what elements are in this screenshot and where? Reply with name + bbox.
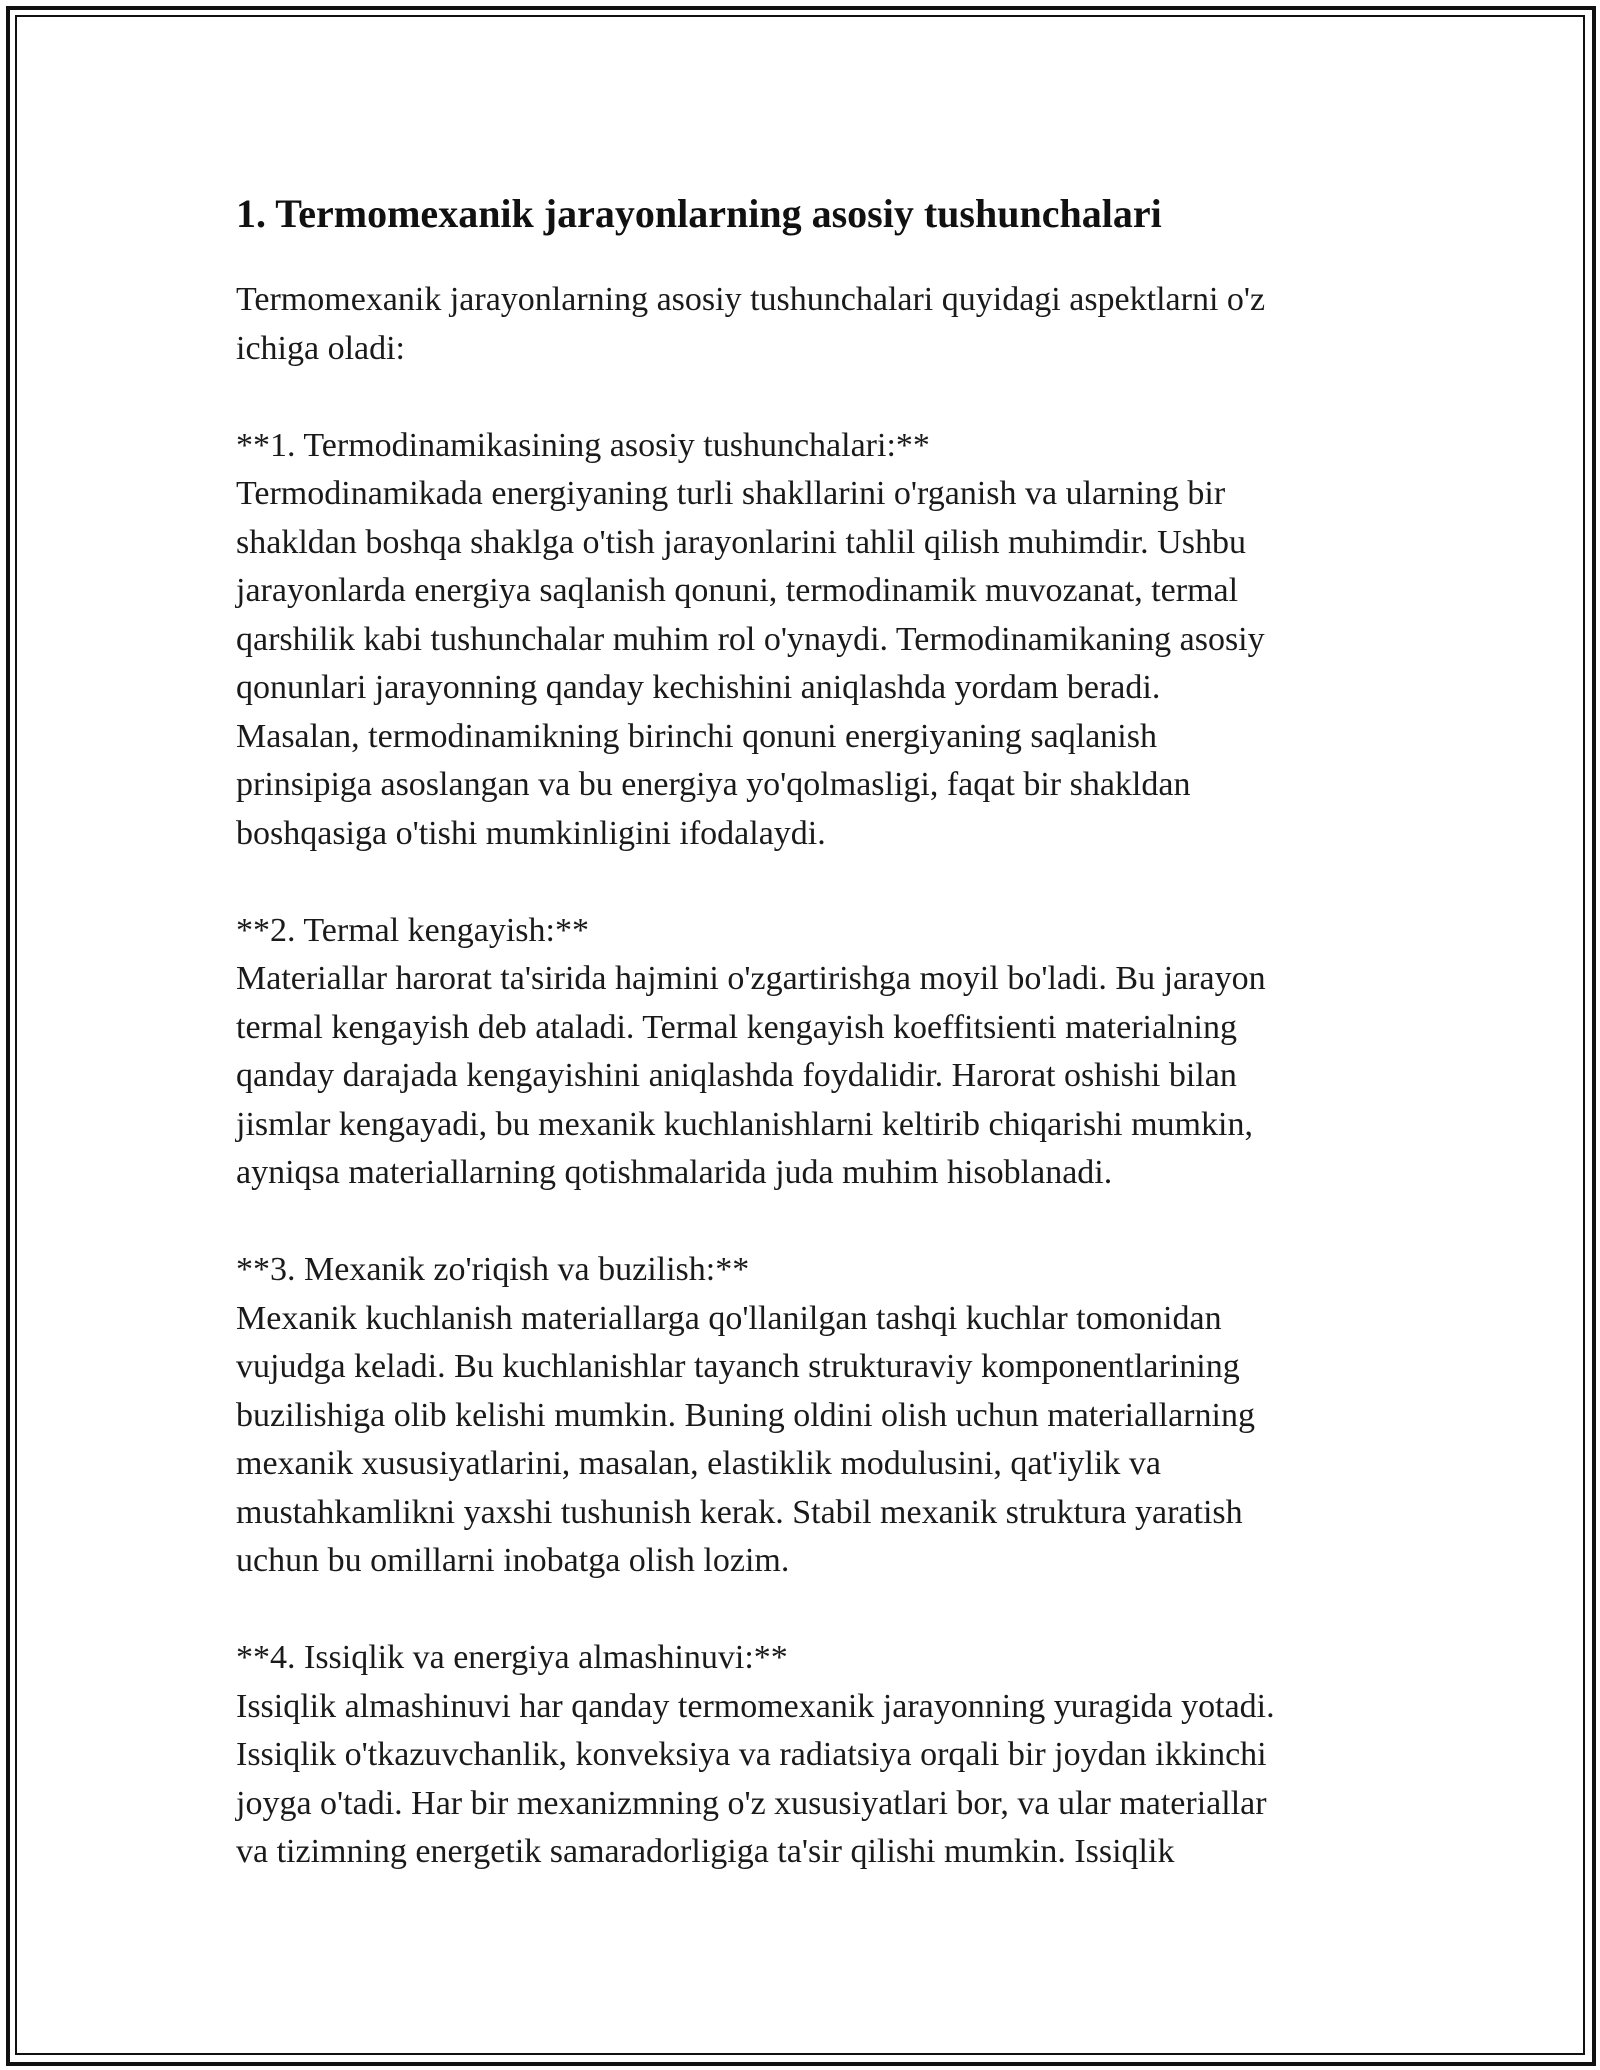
- section-2-heading: **2. Termal kengayish:**: [236, 911, 589, 949]
- paragraph-spacer: [236, 858, 1366, 907]
- section-1-heading: **1. Termodinamikasining asosiy tushunchalari:**: [236, 426, 930, 464]
- section-2-body: Materiallar harorat ta'sirida hajmini o'zgartirishga moyil bo'ladi. Bu jarayon termal kengayish deb ataladi. Termal kengayish koeffitsienti materialning qanday darajada kengayishini aniqlashda foydalidir. Harorat oshishi bilan jismlar kengayadi, bu mexanik kuchlanishlarni keltirib chiqarishi mumkin, ayniqsa materiallarning qotishmalarida juda muhim hisoblanadi.: [236, 960, 1266, 1191]
- paragraph-spacer: [236, 373, 1366, 422]
- section-4-heading: **4. Issiqlik va energiya almashinuvi:**: [236, 1639, 788, 1676]
- paragraph-spacer: [236, 1586, 1366, 1635]
- document-body: [236, 186, 1366, 1877]
- paragraph-spacer: [236, 1198, 1366, 1247]
- section-3-body: Mexanik kuchlanish materiallarga qo'llanilgan tashqi kuchlar tomonidan vujudga keladi. Bu kuchlanishlar tayanch strukturaviy komponentlarining buzilishiga olib kelishi mumkin. Buning oldini olish uchun materiallarning mexanik xususiyatlarini, masalan, elastiklik modulusini, qat'iylik va mustahkamlikni yaxshi tushunish kerak. Stabil mexanik struktura yaratish uchun bu omillarni inobatga olish lozim.: [236, 1299, 1255, 1579]
- section-3-heading: **3. Mexanik zo'riqish va buzilish:**: [236, 1251, 750, 1288]
- document-title: 1. Termomexanik jarayonlarning asosiy tushunchalari: [236, 191, 1162, 236]
- intro-paragraph: Termomexanik jarayonlarning asosiy tushunchalari quyidagi aspektlarni o'z ichiga oladi:: [236, 281, 1266, 367]
- section-1-body: Termodinamikada energiyaning turli shakllarini o'rganish va ularning bir shakldan boshqa shaklga o'tish jarayonlarini tahlil qilish muhimdir. Ushbu jarayonlarda energiya saqlanish qonuni, termodinamik muvozanat, termal qarshilik kabi tushunchalar muhim rol o'ynaydi. Termodinamikaning asosiy qonunlari jarayonning qanday kechishini aniqlashda yordam beradi. Masalan, termodinamikning birinchi qonuni energiyaning saqlanish prinsipiga asoslangan va bu energiya yo'qolmasligi, faqat bir shakldan boshqasiga o'tishi mumkinligini ifodalaydi.: [236, 475, 1265, 852]
- section-4-body: Issiqlik almashinuvi har qanday termomexanik jarayonning yuragida yotadi. Issiqlik o'tkazuvchanlik, konveksiya va radiatsiya orqali bir joydan ikkinchi joyga o'tadi. Har bir mexanizmning o'z xususiyatlari bor, va ular materiallar va tizimning energetik samaradorligiga ta'sir qilishi mumkin. Issiqlik: [236, 1687, 1275, 1870]
